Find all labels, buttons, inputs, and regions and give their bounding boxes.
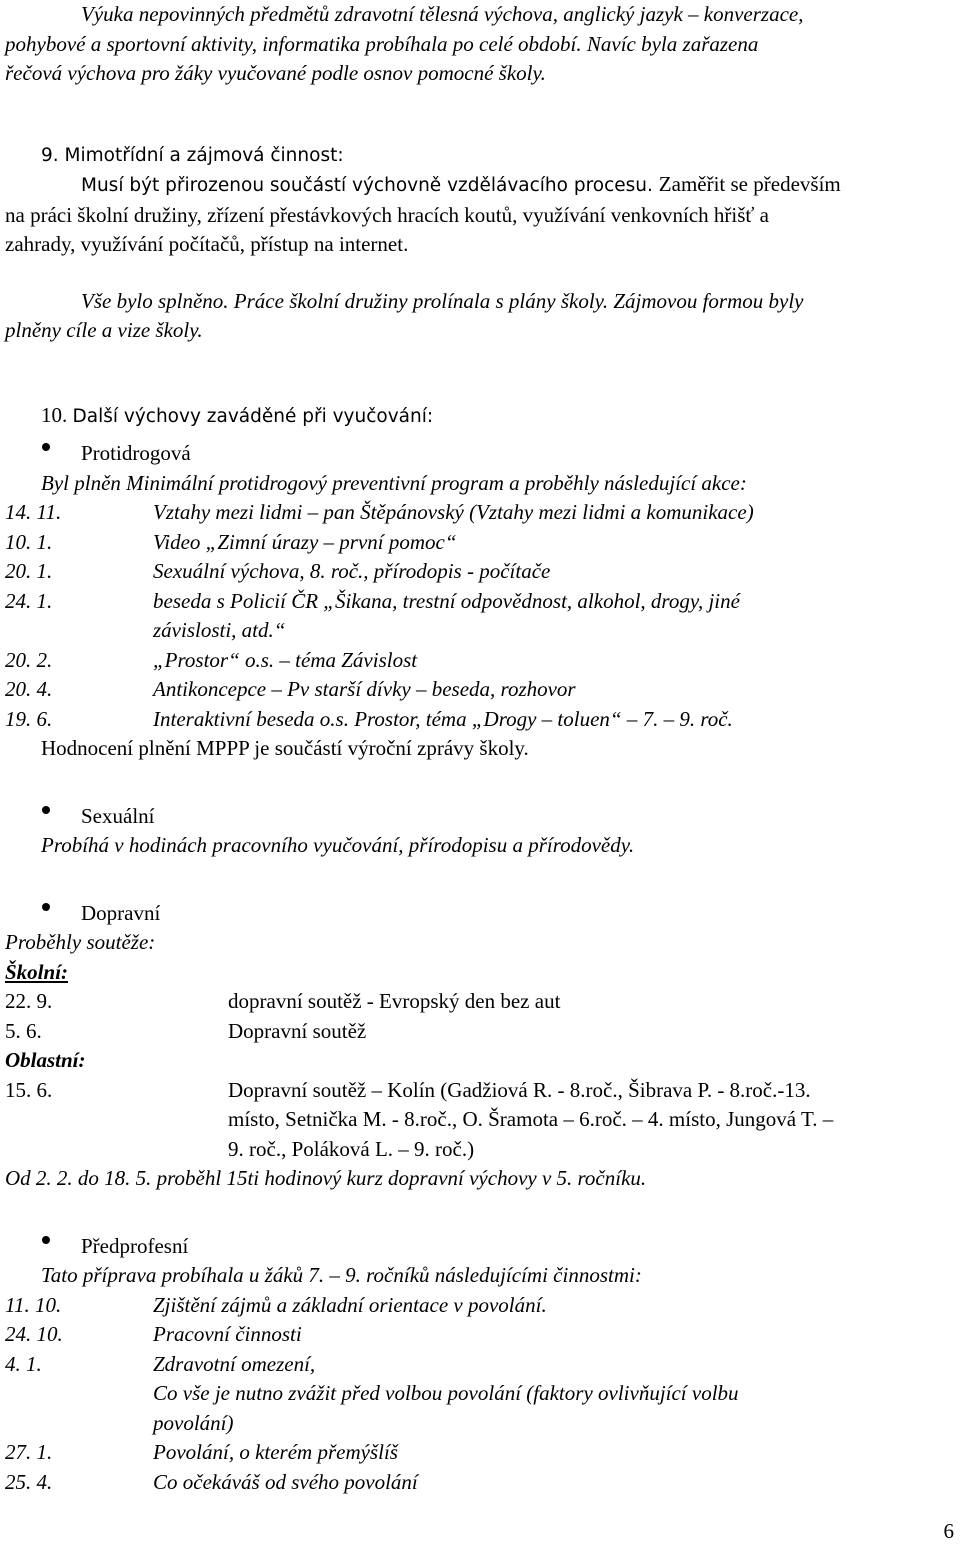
list-item: [5, 987, 955, 1017]
event-date: [5, 1379, 153, 1409]
list-item: [5, 616, 955, 646]
event-text: Co vše je nutno zvážit před volbou povolání (faktory ovlivňující volbu: [153, 1381, 739, 1405]
section-number: 10.: [41, 402, 73, 427]
section-text-part: Zaměřit se především: [658, 172, 841, 196]
event-text: Interaktivní beseda o.s. Prostor, téma „Drogy – toluen“ – 7. – 9. roč.: [153, 706, 733, 731]
event-date: 22. 9.: [5, 989, 53, 1013]
bullet-item: [5, 794, 955, 832]
list-item: [5, 1105, 955, 1135]
list-item: [5, 1017, 955, 1047]
event-text: povolání): [153, 1410, 234, 1435]
document-page: [5, 0, 955, 1497]
bullet-icon: [41, 794, 81, 823]
event-text: Video „Zimní úrazy – první pomoc“: [153, 529, 457, 554]
section-evaluation: Vše bylo splněno. Práce školní družiny prolínala s plány školy. Zájmovou formou byly: [81, 288, 804, 313]
event-text: Povolání, o kterém přemýšlíš: [153, 1440, 398, 1464]
event-text: Dopravní soutěž – Kolín (Gadžiová R. - 8.roč., Šibrava P. - 8.roč.-13.: [228, 1077, 811, 1102]
traffic-comps-label: Proběhly soutěže:: [5, 930, 156, 954]
traffic-school-label: [5, 958, 955, 988]
event-text: Antikoncepce – Pv starší dívky – beseda, rozhovor: [153, 677, 576, 701]
event-text: dopravní soutěž - Evropský den bez aut: [228, 989, 561, 1013]
event-date: 25. 4.: [5, 1469, 53, 1494]
event-date: 19. 6.: [5, 706, 53, 731]
list-item: [5, 587, 955, 617]
event-date: 5. 6.: [5, 1018, 42, 1043]
section-text: [5, 170, 955, 201]
traffic-course: Od 2. 2. do 18. 5. proběhl 15ti hodinový kurz dopravní výchovy v 5. ročníku.: [5, 1166, 647, 1190]
section-9: [5, 141, 955, 346]
intro-line: řečová výchova pro žáky vyučované podle osnov pomocné školy.: [5, 61, 546, 85]
event-date: 24. 10.: [5, 1322, 63, 1346]
drug-events: [5, 498, 955, 734]
bullet-title: Protidrogová: [81, 441, 191, 465]
event-date: 24. 1.: [5, 588, 53, 613]
page-number: 6: [943, 1519, 954, 1543]
list-item: [5, 675, 955, 705]
event-text: beseda s Policií ČR „Šikana, trestní odpovědnost, alkohol, drogy, jiné: [153, 588, 740, 613]
list-item: [5, 1320, 955, 1350]
section-heading: 9. Mimotřídní a zájmová činnost:: [41, 144, 344, 166]
bullet-icon: [41, 891, 81, 920]
list-item: [5, 498, 955, 528]
drug-summary: Hodnocení plnění MPPP je součástí výroční zprávy školy.: [41, 736, 529, 760]
list-item: [5, 1379, 955, 1409]
list-item: [5, 1291, 955, 1321]
sex-text: Probíhá v hodinách pracovního vyučování, přírodopisu a přírodovědy.: [41, 833, 635, 857]
list-item: [5, 646, 955, 676]
traffic-regional-label: [5, 1046, 955, 1076]
list-item: [5, 1076, 955, 1106]
event-text: Sexuální výchova, 8. roč., přírodopis - počítače: [153, 559, 551, 583]
section-text-part: Musí být přirozenou součástí výchovně vzdělávacího procesu.: [81, 175, 659, 196]
drug-intro: Byl plněn Minimální protidrogový preventivní program a proběhly následující akce:: [41, 470, 747, 495]
event-date: 27. 1.: [5, 1440, 53, 1464]
bullet-title: Předprofesní: [81, 1233, 189, 1258]
bullet-icon: [41, 431, 81, 460]
event-text: 9. roč., Poláková L. – 9. roč.): [228, 1136, 475, 1161]
career-events: [5, 1291, 955, 1498]
intro-line: Výuka nepovinných předmětů zdravotní tělesná výchova, anglický jazyk – konverzace,: [81, 2, 804, 26]
event-date: 11. 10.: [5, 1292, 62, 1317]
intro-paragraph: [5, 0, 955, 89]
regional-label: Oblastní:: [5, 1048, 86, 1072]
list-item: [5, 1409, 955, 1439]
event-text: Zdravotní omezení,: [153, 1351, 316, 1376]
section-evaluation: plněny cíle a vize školy.: [5, 318, 203, 342]
event-date: [5, 616, 153, 646]
event-text: místo, Setnička M. - 8.roč., O. Šramota – 6.roč. – 4. místo, Jungová T. –: [228, 1107, 834, 1131]
event-date: 20. 4.: [5, 677, 53, 701]
event-text: Pracovní činnosti: [153, 1322, 302, 1346]
list-item: [5, 1468, 955, 1498]
bullet-title: Sexuální: [81, 803, 155, 828]
list-item: [5, 1438, 955, 1468]
list-item: [5, 528, 955, 558]
section-text: na práci školní družiny, zřízení přestávkových hracích koutů, využívání venkovních hřišť a: [5, 202, 769, 227]
traffic-comps: [5, 928, 955, 958]
event-date: 14. 11.: [5, 500, 62, 524]
event-date: [5, 1105, 228, 1135]
intro-line: pohybové a sportovní aktivity, informatika probíhala po celé období. Navíc byla zařazena: [5, 31, 759, 56]
career-intro: Tato příprava probíhala u žáků 7. – 9. ročníků následujícími činnostmi:: [41, 1263, 642, 1287]
list-item: [5, 705, 955, 735]
event-date: 15. 6.: [5, 1077, 53, 1102]
event-date: 4. 1.: [5, 1351, 42, 1376]
bullet-item: [5, 1224, 955, 1262]
event-date: [5, 1135, 228, 1165]
list-item: [5, 1135, 955, 1165]
event-date: 20. 1.: [5, 559, 53, 583]
school-label: Školní:: [5, 959, 69, 984]
bullet-icon: [41, 1224, 81, 1253]
bullet-item: [5, 431, 955, 469]
event-text: Vztahy mezi lidmi – pan Štěpánovský (Vztahy mezi lidmi a komunikace): [153, 500, 754, 524]
event-text: Zjištění zájmů a základní orientace v povolání.: [153, 1292, 547, 1317]
event-text: Co očekáváš od svého povolání: [153, 1469, 418, 1494]
bullet-title: Dopravní: [81, 900, 161, 925]
section-10: [5, 401, 955, 1498]
section-text: zahrady, využívání počítačů, přístup na internet.: [5, 232, 409, 256]
event-text: závislosti, atd.“: [153, 618, 286, 642]
list-item: [5, 557, 955, 587]
event-text: „Prostor“ o.s. – téma Závislost: [153, 647, 418, 672]
list-item: [5, 1350, 955, 1380]
event-date: 10. 1.: [5, 529, 53, 554]
event-date: 20. 2.: [5, 647, 53, 672]
section-title: Další výchovy zaváděné při vyučování:: [72, 405, 434, 427]
event-date: [5, 1409, 153, 1439]
bullet-item: [5, 891, 955, 929]
event-text: Dopravní soutěž: [228, 1018, 367, 1043]
section-heading: [5, 401, 955, 432]
